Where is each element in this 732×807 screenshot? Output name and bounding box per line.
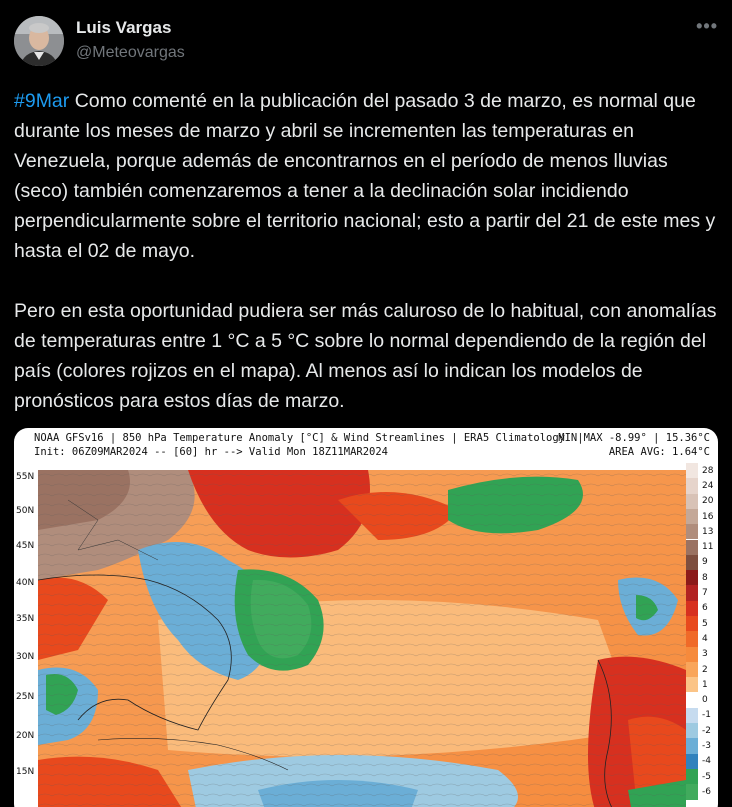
legend-label: 5 <box>702 618 708 629</box>
legend-swatch <box>686 723 698 738</box>
map-header <box>14 428 718 466</box>
legend-swatch <box>686 524 698 539</box>
legend-swatch <box>686 570 698 585</box>
author-name[interactable]: Luis Vargas <box>76 18 172 37</box>
legend-label: 2 <box>702 664 708 675</box>
hashtag-link[interactable]: #9Mar <box>14 90 70 112</box>
legend-label: -1 <box>702 710 711 721</box>
map-area-avg: AREA AVG: 1.64°C <box>608 446 710 458</box>
legend-swatch <box>686 463 698 478</box>
legend-row <box>686 631 716 646</box>
legend-label: -2 <box>702 725 711 736</box>
legend-swatch <box>686 769 698 784</box>
legend-label: 11 <box>702 542 714 553</box>
legend-label: 3 <box>702 649 708 660</box>
legend-row <box>686 662 716 677</box>
legend-label: 16 <box>702 511 714 522</box>
legend-row <box>686 540 716 555</box>
legend-swatch <box>686 647 698 662</box>
legend-label: 4 <box>702 633 708 644</box>
legend-swatch <box>686 662 698 677</box>
legend-label: 28 <box>702 465 714 476</box>
legend-swatch <box>686 585 698 600</box>
legend-row <box>686 693 716 708</box>
legend-row <box>686 723 716 738</box>
latitude-label: 35N <box>16 614 35 624</box>
legend-row <box>686 708 716 723</box>
legend-row <box>686 738 716 753</box>
tweet-paragraph-2: Pero en esta oportunidad pudiera ser más caluroso de lo habitual, con anomalías de temperaturas entre 1 °C a 5 °C sobre lo normal dependiendo de la región del país (colores rojizos en el mapa). Al menos así lo indican los modelos de pronósticos para estos días de marzo. <box>14 300 717 412</box>
author-handle[interactable]: @Meteovargas <box>76 44 185 61</box>
legend-swatch <box>686 478 698 493</box>
legend-label: 6 <box>702 603 708 614</box>
legend-swatch <box>686 631 698 646</box>
legend-row <box>686 494 716 509</box>
latitude-label: 50N <box>16 506 35 516</box>
legend-row <box>686 570 716 585</box>
legend-swatch <box>686 738 698 753</box>
map-title: NOAA GFSv16 | 850 hPa Temperature Anomaly [°C] & Wind Streamlines | ERA5 Climatology <box>34 432 566 444</box>
legend-swatch <box>686 616 698 631</box>
legend-swatch <box>686 677 698 692</box>
latitude-label: 45N <box>16 541 35 551</box>
legend-row <box>686 647 716 662</box>
legend-row <box>686 754 716 769</box>
legend-swatch <box>686 784 698 799</box>
latitude-label: 40N <box>16 578 35 588</box>
forecast-map-image[interactable] <box>14 428 718 807</box>
legend-swatch <box>686 708 698 723</box>
legend-label: 8 <box>702 572 708 583</box>
legend-row <box>686 555 716 570</box>
tweet-text <box>14 86 720 416</box>
legend-label: -6 <box>702 786 711 797</box>
anomaly-map <box>38 470 686 807</box>
legend-swatch <box>686 693 698 708</box>
legend-row <box>686 784 716 799</box>
legend-swatch <box>686 509 698 524</box>
legend-row <box>686 509 716 524</box>
map-minmax: MIN|MAX -8.99° | 15.36°C <box>558 432 710 444</box>
legend-row <box>686 524 716 539</box>
latitude-label: 30N <box>16 652 35 662</box>
legend-label: -3 <box>702 741 711 752</box>
legend-swatch <box>686 754 698 769</box>
legend-swatch <box>686 555 698 570</box>
latitude-label: 15N <box>16 767 35 777</box>
latitude-label: 55N <box>16 472 35 482</box>
latitude-label: 25N <box>16 692 35 702</box>
legend-swatch <box>686 494 698 509</box>
legend-label: 13 <box>702 526 714 537</box>
color-legend <box>686 461 718 807</box>
legend-row <box>686 677 716 692</box>
legend-label: 24 <box>702 480 714 491</box>
avatar-photo <box>14 16 64 66</box>
legend-label: 9 <box>702 557 708 568</box>
legend-label: -5 <box>702 771 711 782</box>
avatar[interactable] <box>14 16 64 66</box>
legend-row <box>686 601 716 616</box>
legend-swatch <box>686 601 698 616</box>
legend-row <box>686 478 716 493</box>
tweet-paragraph-1: Como comenté en la publicación del pasado 3 de marzo, es normal que durante los meses de marzo y abril se incrementen las temperaturas en Venezuela, porque además de encontrarnos en el período de menos lluvias (seco) también comenzaremos a tener a la declinación solar incidiendo perpendicularmente sobre el territorio nacional; esto a partir del 21 de este mes y hasta el 02 de mayo. <box>14 90 716 262</box>
legend-label: 0 <box>702 695 708 706</box>
map-init-valid: Init: 06Z09MAR2024 -- [60] hr --> Valid Mon 18Z11MAR2024 <box>34 446 389 458</box>
legend-row <box>686 585 716 600</box>
legend-label: -4 <box>702 756 711 767</box>
legend-label: 1 <box>702 679 708 690</box>
legend-row <box>686 616 716 631</box>
legend-row <box>686 463 716 478</box>
legend-row <box>686 769 716 784</box>
latitude-label: 20N <box>16 731 35 741</box>
more-horizontal-icon[interactable]: ••• <box>696 16 718 36</box>
legend-label: 20 <box>702 496 714 507</box>
legend-swatch <box>686 540 698 555</box>
legend-label: 7 <box>702 588 708 599</box>
